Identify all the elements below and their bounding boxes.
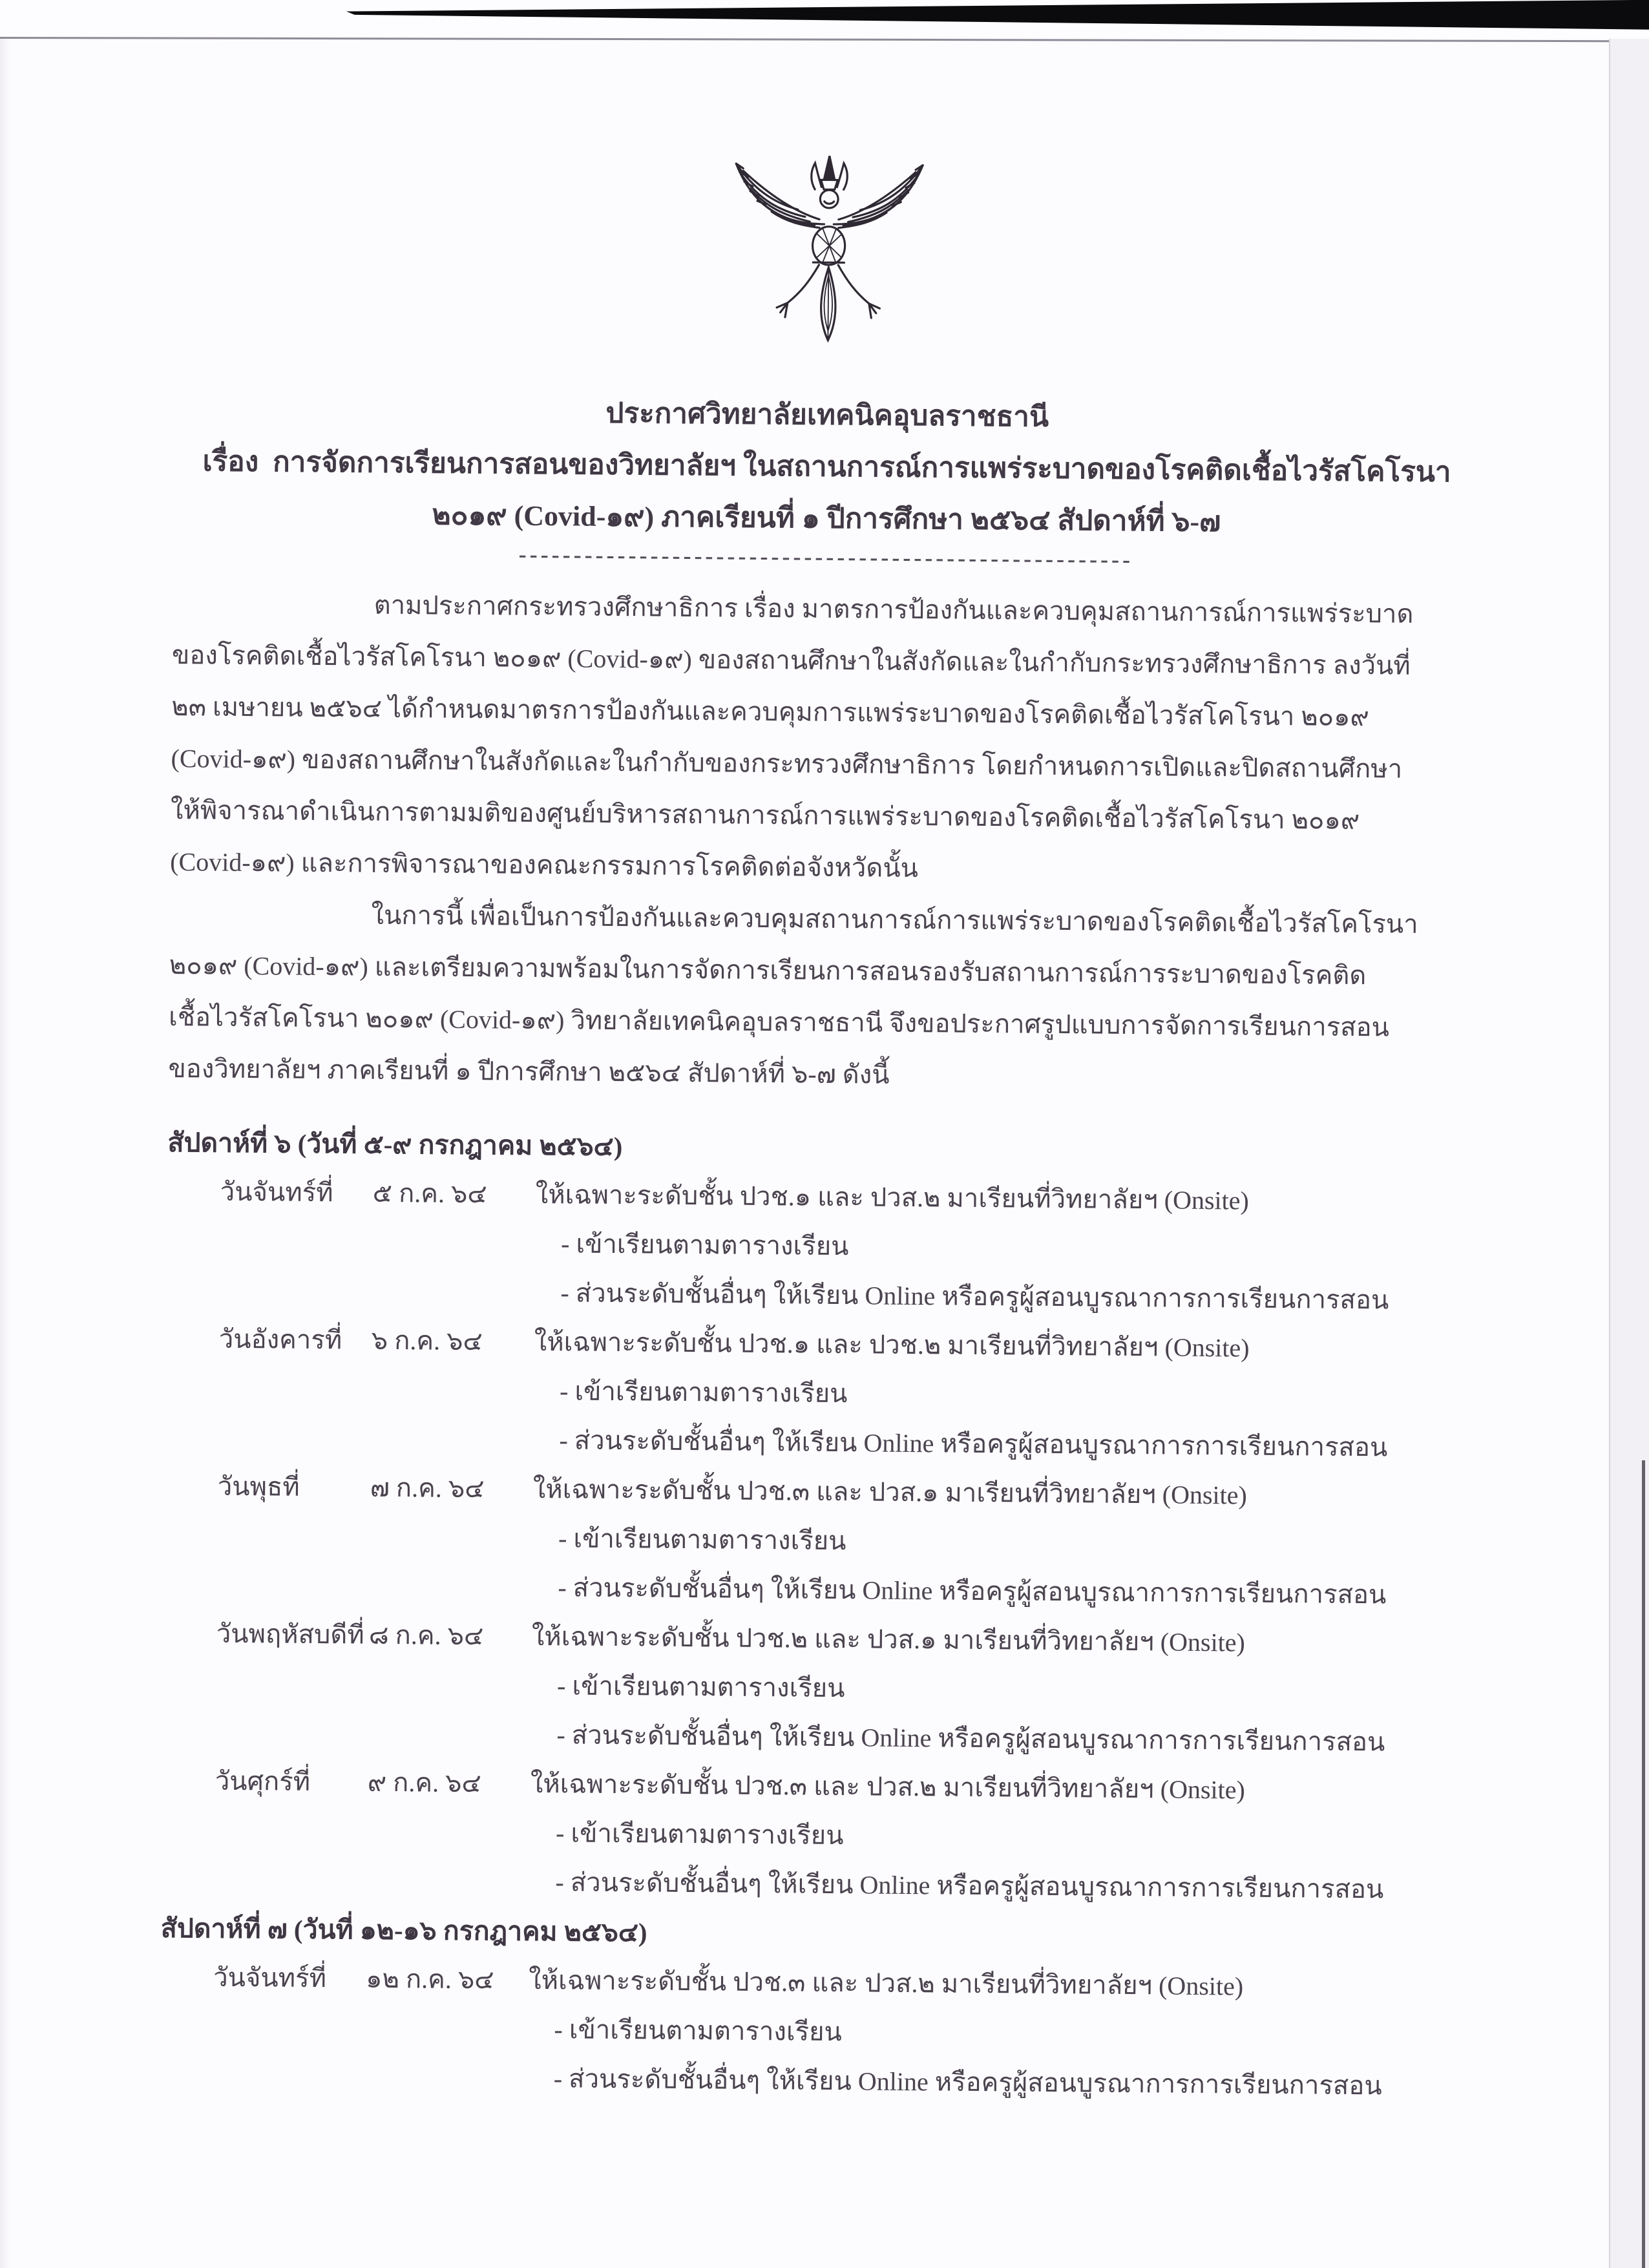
week-7-heading: สัปดาห์ที่ ๗ (วันที่ ๑๒-๑๖ กรกฎาคม ๒๕๖๔)	[160, 1913, 647, 1948]
paper-left-edge-shade	[0, 39, 10, 2268]
paragraph-1-line: ตามประกาศกระทรวงศึกษาธิการ เรื่อง มาตรการป้องกันและควบคุมสถานการณ์การแพร่ระบาด	[373, 590, 1414, 629]
day-bullet: - ส่วนระดับชั้นอื่นๆ ให้เรียน Online หรือครูผู้สอนบูรณาการการเรียนการสอน	[555, 1867, 1384, 1904]
day-name: วันพุธที่	[217, 1471, 300, 1502]
day-bullet: - เข้าเรียนตามตารางเรียน	[555, 1818, 844, 1851]
schedule-day-friday-w6	[161, 1756, 1469, 1915]
day-detail: ให้เฉพาะระดับชั้น ปวช.๑ และ ปวช.๒ มาเรียนที่วิทยาลัยฯ (Onsite)	[534, 1327, 1250, 1363]
week-6-heading: สัปดาห์ที่ ๖ (วันที่ ๕-๙ กรกฎาคม ๒๕๖๔)	[167, 1127, 623, 1162]
day-date: ๘ ก.ค. ๖๔	[368, 1620, 484, 1651]
title-line-1: ประกาศวิทยาลัยเทคนิคอุบลราชธานี	[605, 397, 1049, 433]
paragraph-1-line: (Covid-๑๙) และการพิจารณาของคณะกรรมการโรคติดต่อจังหวัดนั้น	[170, 846, 919, 883]
title-line-2: เรื่อง การจัดการเรียนการสอนของวิทยาลัยฯ ในสถานการณ์การแพร่ระบาดของโรคติดเชื้อไวรัสโคโรนา	[202, 445, 1451, 488]
document-content	[0, 37, 1613, 2113]
day-date: ๗ ก.ค. ๖๔	[370, 1473, 485, 1504]
day-bullet: - ส่วนระดับชั้นอื่นๆ ให้เรียน Online หรือครูผู้สอนบูรณาการการเรียนการสอน	[556, 1720, 1385, 1757]
day-name: วันศุกร์ที่	[215, 1766, 311, 1796]
paragraph-1-line: ให้พิจารณาดำเนินการตามมติของศูนย์บริหารสถานการณ์การแพร่ระบาดของโรคติดเชื้อไวรัสโคโรนา ๒๐๑๙	[170, 795, 1360, 835]
title-line-3: ๒๐๑๙ (Covid-๑๙) ภาคเรียนที่ ๑ ปีการศึกษา ๒๕๖๔ สัปดาห์ที่ ๖-๗	[432, 499, 1221, 538]
day-detail: ให้เฉพาะระดับชั้น ปวช.๑ และ ปวส.๒ มาเรียนที่วิทยาลัยฯ (Onsite)	[535, 1179, 1250, 1215]
day-bullet: - เข้าเรียนตามตารางเรียน	[554, 2015, 843, 2047]
schedule-day-monday-w6	[166, 1167, 1474, 1326]
paragraph-2-line: ๒๐๑๙ (Covid-๑๙) และเตรียมความพร้อมในการจัดการเรียนการสอนรองรับสถานการณ์การระบาดของโรคติด	[169, 950, 1367, 991]
day-bullet: - ส่วนระดับชั้นอื่นๆ ให้เรียน Online หรือครูผู้สอนบูรณาการการเรียนการสอน	[558, 1573, 1387, 1610]
day-bullet: - ส่วนระดับชั้นอื่นๆ ให้เรียน Online หรือครูผู้สอนบูรณาการการเรียนการสอน	[553, 2064, 1382, 2101]
day-detail: ให้เฉพาะระดับชั้น ปวช.๓ และ ปวส.๒ มาเรียนที่วิทยาลัยฯ (Onsite)	[530, 1769, 1246, 1805]
day-date: ๕ ก.ค. ๖๔	[372, 1178, 487, 1209]
document-body	[168, 578, 1479, 1106]
day-bullet: - ส่วนระดับชั้นอื่นๆ ให้เรียน Online หรือครูผู้สอนบูรณาการการเรียนการสอน	[560, 1278, 1389, 1315]
schedule-day-thursday-w6	[162, 1609, 1470, 1768]
week-6-section	[161, 1118, 1475, 1915]
schedule-day-monday-w7	[160, 1953, 1467, 2112]
day-bullet: - เข้าเรียนตามตารางเรียน	[558, 1524, 846, 1556]
day-date: ๑๒ ก.ค. ๖๔	[365, 1964, 494, 1995]
day-bullet: - เข้าเรียนตามตารางเรียน	[560, 1229, 849, 1261]
day-detail: ให้เฉพาะระดับชั้น ปวช.๓ และ ปวส.๒ มาเรียนที่วิทยาลัยฯ (Onsite)	[528, 1965, 1244, 2001]
schedule-day-wednesday-w6	[163, 1462, 1471, 1621]
dashed-divider: --------------------------------------------------------	[518, 541, 1134, 572]
day-bullet: - เข้าเรียนตามตารางเรียน	[559, 1376, 848, 1409]
day-detail: ให้เฉพาะระดับชั้น ปวช.๒ และ ปวส.๑ มาเรียนที่วิทยาลัยฯ (Onsite)	[531, 1621, 1246, 1657]
day-name: วันพฤหัสบดีที่	[216, 1619, 364, 1650]
day-name: วันจันทร์ที่	[213, 1962, 327, 1993]
paragraph-1-line: ๒๓ เมษายน ๒๕๖๔ ได้กำหนดมาตรการป้องกันและควบคุมการแพร่ระบาดของโรคติดเชื้อไวรัสโคโรนา ๒๐๑๙	[171, 691, 1370, 732]
schedule-day-tuesday-w6	[165, 1314, 1473, 1473]
scanner-dark-bar	[0, 0, 1649, 34]
day-name: วันจันทร์ที่	[220, 1177, 333, 1208]
paragraph-1-line: (Covid-๑๙) ของสถานศึกษาในสังกัดและในกำกับของกระทรวงศึกษาธิการ โดยกำหนดการเปิดและปิดสถานศึกษา	[171, 743, 1403, 784]
paragraph-2-line: ของวิทยาลัยฯ ภาคเรียนที่ ๑ ปีการศึกษา ๒๕๖๔ สัปดาห์ที่ ๖-๗ ดังนี้	[168, 1053, 890, 1089]
day-bullet: - ส่วนระดับชั้นอื่นๆ ให้เรียน Online หรือครูผู้สอนบูรณาการการเรียนการสอน	[559, 1425, 1388, 1462]
paper-right-edge-shadow	[1642, 1460, 1645, 2268]
paragraph-1-line: ของโรคติดเชื้อไวรัสโคโรนา ๒๐๑๙ (Covid-๑๙) ของสถานศึกษาในสังกัดและในกำกับกระทรวงศึกษาธิการ ลงวันที่	[171, 640, 1411, 680]
document-title-block	[173, 384, 1481, 551]
paper-sheet	[0, 39, 1610, 2268]
day-date: ๙ ก.ค. ๖๔	[367, 1767, 481, 1798]
day-name: วันอังคารที่	[218, 1324, 342, 1355]
paragraph-2-line: ในการนี้ เพื่อเป็นการป้องกันและควบคุมสถานการณ์การแพร่ระบาดของโรคติดเชื้อไวรัสโคโรนา	[371, 900, 1418, 939]
day-bullet: - เข้าเรียนตามตารางเรียน	[556, 1671, 845, 1703]
day-date: ๖ ก.ค. ๖๔	[371, 1325, 483, 1356]
week-7-section	[160, 1904, 1468, 2112]
paragraph-2-line: เชื้อไวรัสโคโรนา ๒๐๑๙ (Covid-๑๙) วิทยาลัยเทคนิคอุบลราชธานี จึงขอประกาศรูปแบบการจัดการเรียนการสอน	[168, 1002, 1390, 1042]
garuda-emblem-icon	[708, 151, 950, 381]
day-detail: ให้เฉพาะระดับชั้น ปวช.๓ และ ปวส.๑ มาเรียนที่วิทยาลัยฯ (Onsite)	[532, 1474, 1248, 1510]
